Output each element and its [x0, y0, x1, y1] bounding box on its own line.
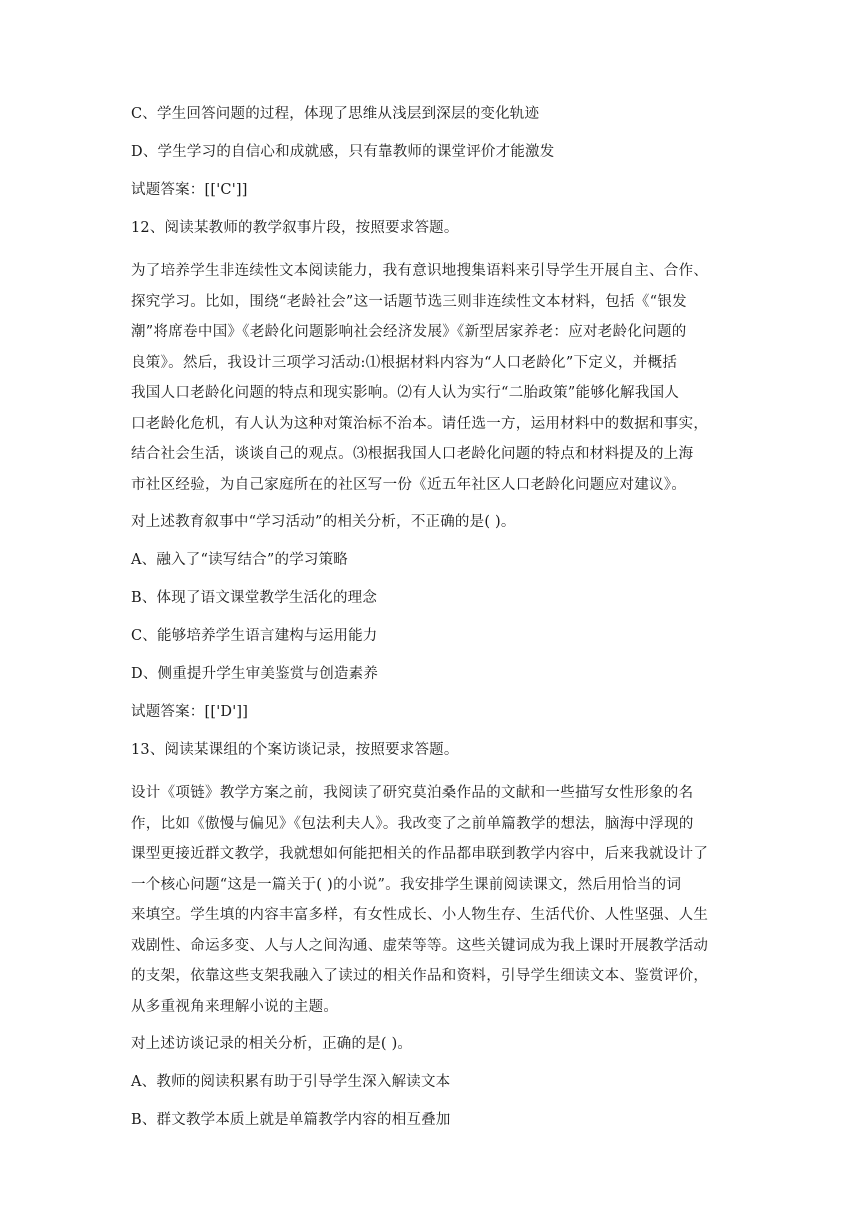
q12-question: 对上述教育叙事中“学习活动”的相关分析，不正确的是( )。 — [131, 514, 516, 530]
q12-passage-line: 我国人口老龄化问题的特点和现实影响。⑵有人认为实行“二胎政策”能够化解我国人 — [131, 385, 680, 401]
q13-passage-line: 戏剧性、命运多变、人与人之间沟通、虚荣等等。这些关键词成为我上课时开展教学活动 — [131, 937, 709, 954]
q12-passage-line: 为了培养学生非连续性文本阅读能力，我有意识地搜集语料来引导学生开展自主、合作、 — [131, 263, 709, 279]
q13-passage-line: 来填空。学生填的内容丰富多样，有女性成长、小人物生存、生活代价、人性坚强、人生 — [131, 907, 709, 923]
q13-option-b: B、群文教学本质上就是单篇教学内容的相互叠加 — [131, 1112, 451, 1128]
q12-passage-line: 市社区经验，为自己家庭所在的社区写一份《近五年社区人口老龄化问题应对建议》。 — [131, 476, 687, 493]
q13-option-a: A、教师的阅读积累有助于引导学生深入解读文本 — [131, 1074, 451, 1090]
q11-option-d: D、学生学习的自信心和成就感，只有靠教师的课堂评价才能激发 — [131, 144, 555, 160]
q13-passage-line: 设计《项链》教学方案之前，我阅读了研究莫泊桑作品的文献和一些描写女性形象的名 — [131, 785, 694, 801]
q13-passage-line: 从多重视角来理解小说的主题。 — [131, 998, 339, 1015]
q12-passage-line: 探究学习。比如，围绕“老龄社会”这一话题节选三则非连续性文本材料，包括《“银发 — [131, 293, 687, 310]
q12-passage-line: 结合社会生活，谈谈自己的观点。⑶根据我国人口老龄化问题的特点和材料提及的上海 — [131, 446, 694, 462]
q12-option-b: B、体现了语文课堂教学生活化的理念 — [131, 590, 378, 606]
q12-passage-line: 口老龄化危机，有人认为这种对策治标不治本。请任选一方，运用材料中的数据和事实， — [131, 415, 709, 432]
q12-option-d: D、侧重提升学生审美鉴赏与创造素养 — [131, 666, 379, 682]
q12-passage-line: 良策》。然后，我设计三项学习活动:⑴根据材料内容为“人口老龄化”下定义，并概括 — [131, 354, 678, 371]
q13-passage-line: 作，比如《傲慢与偏见》《包法利夫人》。我改变了之前单篇教学的想法，脑海中浮现的 — [131, 815, 694, 832]
q13-passage-line: 课型更接近群文教学，我就想如何能把相关的作品都串联到教学内容中，后来我就设计了 — [131, 846, 709, 862]
q11-option-c: C、学生回答问题的过程，体现了思维从浅层到深层的变化轨迹 — [131, 106, 540, 122]
q13-passage-line: 的支架，依靠这些支架我融入了读过的相关作品和资料，引导学生细读文本、鉴赏评价， — [131, 968, 709, 984]
q12-answer: 试题答案：[['D']] — [131, 704, 249, 720]
q13-passage-line: 一个核心问题“这是一篇关于( )的小说”。我安排学生课前阅读课文，然后用恰当的词 — [131, 876, 682, 893]
q11-answer: 试题答案：[['C']] — [131, 182, 248, 198]
q12-passage-line: 潮”将席卷中国》《老龄化问题影响社会经济发展》《新型居家养老：应对老龄化问题的 — [131, 324, 687, 340]
q13-passage — [131, 778, 740, 1022]
q12-option-a: A、融入了“读写结合”的学习策略 — [131, 552, 348, 568]
q12-title: 12、阅读某教师的教学叙事片段，按照要求答题。 — [131, 220, 459, 236]
q12-option-c: C、能够培养学生语言建构与运用能力 — [131, 628, 378, 644]
q13-question: 对上述访谈记录的相关分析，正确的是( )。 — [131, 1036, 413, 1052]
q13-title: 13、阅读某课组的个案访谈记录，按照要求答题。 — [131, 742, 459, 758]
q12-passage — [131, 256, 740, 500]
